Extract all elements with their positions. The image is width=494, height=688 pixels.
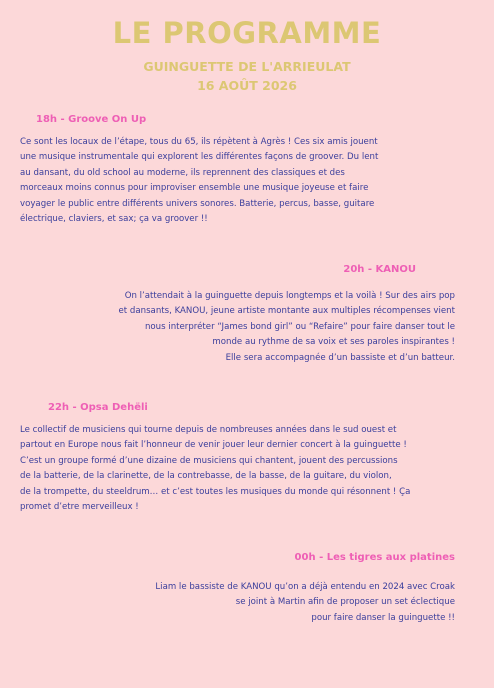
event-1-heading: 18h - Groove On Up <box>36 114 147 125</box>
event-2-line: nous interpréter “James bond girl” ou “Refaire” pour faire danser tout le <box>144 321 455 332</box>
event-2-line: On l’attendait à la guinguette depuis longtemps et la voilà ! Sur des airs pop <box>124 291 455 301</box>
event-4-description <box>155 580 455 626</box>
event-3-line: promet d’etre merveilleux ! <box>20 502 139 513</box>
date-subtitle: 16 AOÛT 2026 <box>197 78 297 93</box>
event-1-line: morceaux moins connus pour improviser ensemble une musique joyeuse et faire <box>20 183 369 194</box>
event-4-line: Liam le bassiste de KANOU qu’on a déjà entendu en 2024 avec Croak <box>155 582 455 592</box>
event-3-line: de la trompette, du steeldrum… et c’est toutes les musiques du monde qui résonnent ! Ça <box>20 486 411 497</box>
event-1-line: voyager le public entre différents univers sonores. Batterie, percus, basse, guitare <box>20 198 375 209</box>
event-2-heading: 20h - KANOU <box>343 264 416 275</box>
event-2-line: Elle sera accompagnée d’un bassiste et d’un batteur. <box>225 352 455 363</box>
page-title: LE PROGRAMME <box>112 16 382 50</box>
venue-subtitle: GUINGUETTE DE L'ARRIEULAT <box>143 59 351 74</box>
event-3-line: partout en Europe nous fait l’honneur de venir jouer leur dernier concert à la guinguette ! <box>20 440 407 451</box>
event-3-line: Le collectif de musiciens qui tourne depuis de nombreuses années dans le sud ouest et <box>20 425 397 435</box>
event-1-line: Ce sont les locaux de l’étape, tous du 65, ils répètent à Agrès ! Ces six amis jouent <box>20 137 378 147</box>
event-1-line: une musique instrumentale qui explorent les différentes façons de groover. Du lent <box>20 152 379 163</box>
event-4-line: pour faire danser la guinguette !! <box>311 612 455 623</box>
event-1-line: électrique, claviers, et sax; ça va groover !! <box>20 214 208 225</box>
event-4-heading: 00h - Les tigres aux platines <box>294 552 455 563</box>
event-1-line: au dansant, du old school au moderne, ils reprennent des classiques et des <box>20 167 345 178</box>
event-2-line: monde au rythme de sa voix et ses paroles inspirantes ! <box>212 337 455 348</box>
event-2-description <box>119 289 455 366</box>
event-3-description <box>20 423 410 515</box>
event-1-description <box>20 135 378 227</box>
event-2-line: et dansants, KANOU, jeune artiste montante aux multiples récompenses vient <box>118 306 455 317</box>
event-4-line: se joint à Martin afin de proposer un set éclectique <box>235 597 455 608</box>
event-3-heading: 22h - Opsa Dehëli <box>48 402 148 413</box>
event-3-line: C’est un groupe formé d’une dizaine de musiciens qui chantent, jouent des percussions <box>20 455 398 466</box>
event-3-line: de la batterie, de la clarinette, de la contrebasse, de la basse, de la guitare, du violon, <box>20 471 392 482</box>
